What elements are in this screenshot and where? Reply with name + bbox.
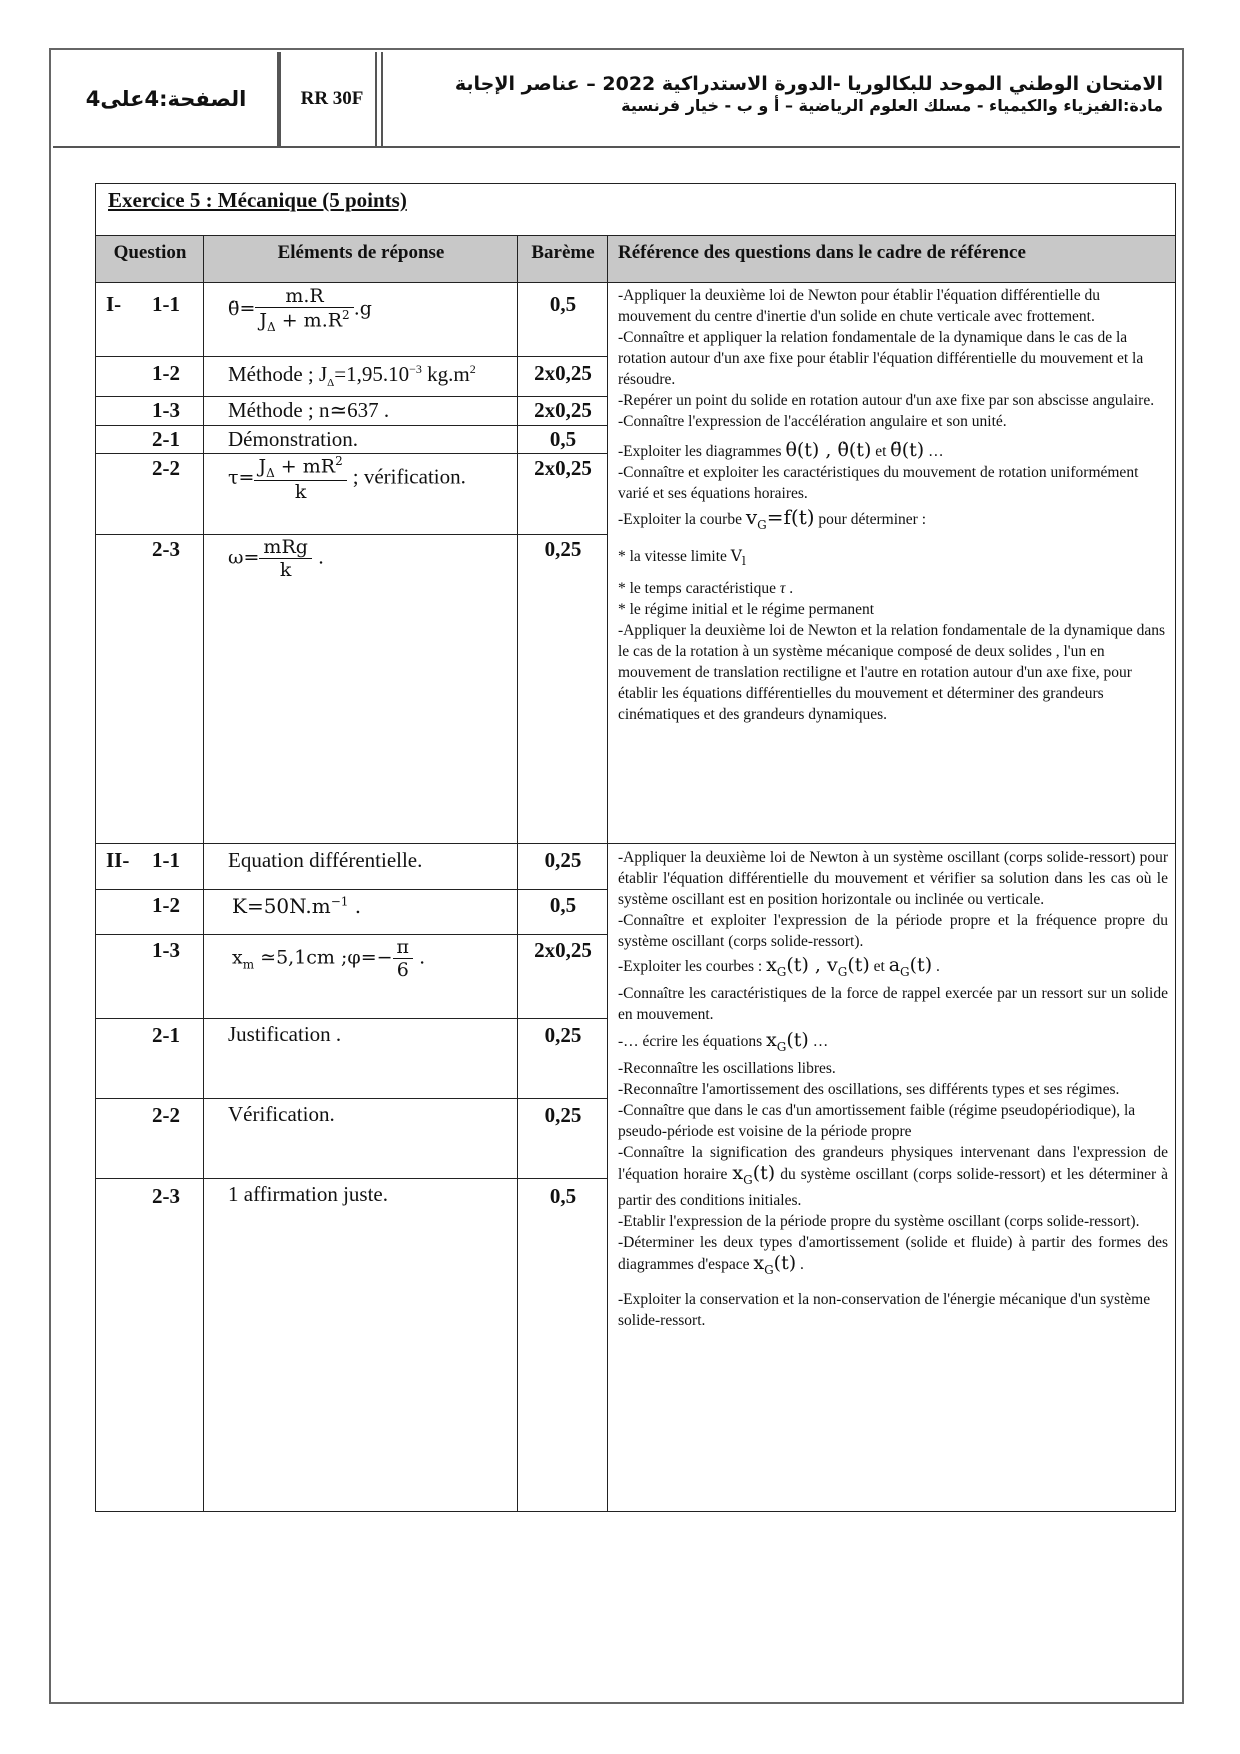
bareme: 0,25 xyxy=(544,848,582,872)
bareme: 0,25 xyxy=(544,1103,582,1127)
bareme: 0,5 xyxy=(549,427,577,451)
exam-title-line1: الامتحان الوطني الموحد للبكالوريا -الدورة الاستدراكية 2022 – عناصر الإجابة xyxy=(454,73,1163,95)
question-id: 2-1 xyxy=(152,427,180,451)
answer-verification: Vérification. xyxy=(228,1102,335,1126)
ref-text: -Exploiter les courbes : xyxy=(618,958,763,975)
col-question: Question xyxy=(113,242,187,263)
page-number: الصفحة:4على4 xyxy=(53,52,281,146)
ref-text: -Connaître la signification des grandeurs physiques intervenant dans l'expression de l'équation horaire xyxy=(618,1143,1168,1183)
ref-item: -Connaître que dans le cas d'un amortissement faible (régime pseudopériodique), la pseudo-période est voisine de la période propre xyxy=(618,1101,1136,1140)
ref-text: -Exploiter la courbe xyxy=(618,511,742,528)
bareme: 0,25 xyxy=(544,537,582,561)
ref-item: -Connaître et exploiter les caractéristiques du mouvement de rotation uniformément varié et ses équations horaires. xyxy=(618,464,1139,502)
divider xyxy=(96,534,608,535)
exercise-title: Exercice 5 : Mécanique (5 points) xyxy=(108,188,407,212)
ref-item: * la vitesse limite $V_l$ xyxy=(618,547,746,569)
ref-item: * le régime initial et le régime permanent xyxy=(618,601,875,619)
question-id: 2-3 xyxy=(152,537,180,561)
ref-text: -Déterminer les deux types d'amortissement (solide et fluide) à partir des formes des diagrammes d'espace xyxy=(618,1234,1168,1274)
answer-xm-phi: $x_m$ ≃5,1cm ;φ=− $\frac{\pi}{6}$ . xyxy=(232,936,426,981)
reference-part2 xyxy=(618,847,1168,1331)
ref-item: -Connaître et appliquer la relation fondamentale de la dynamique dans le cas de la rotation autour d'un axe fixe pour établir l'équation différentielle du mouvement et la résoudre. xyxy=(618,329,1144,388)
divider xyxy=(96,843,1175,844)
bareme: 2x0,25 xyxy=(534,361,592,385)
answer-diff-eq: Equation différentielle. xyxy=(228,848,423,872)
col-reference: Référence des questions dans le cadre de référence xyxy=(618,242,1026,263)
bareme: 0,5 xyxy=(549,893,577,917)
ref-item: -Etablir l'expression de la période propre du système oscillant (corps solide-ressort). xyxy=(618,1213,1140,1231)
question-id: 2-2 xyxy=(152,456,180,480)
ref-item: -Appliquer la deuxième loi de Newton et la relation fondamentale de la dynamique dans le cas de la rotation à un système mécanique composé de deux solides , l'un en mouvement de translation rectiligne et l'autre en rotation autour d'un axe fixe, pour établir les équations différentielles du mouvement et déterminer des grandeurs cinématiques et des grandeurs dynamiques. xyxy=(618,622,1166,724)
ref-text: -… écrire les équations xyxy=(618,1032,763,1050)
ref-item: -Repérer un point du solide en rotation autour d'un axe fixe par son abscisse angulaire. xyxy=(618,392,1155,409)
answer-justification: Justification . xyxy=(228,1022,342,1046)
divider xyxy=(96,282,1175,283)
answer-omega: ω= $\frac{\text{mRg}}{k}$ . xyxy=(228,536,325,581)
ref-item: -Exploiter les courbes : $x_G(t)$ , $v_G(t)$ et $a_G(t)$ . xyxy=(618,954,940,979)
ref-item: -Connaître et exploiter l'expression de la période propre et la fréquence propre du système oscillant (corps solide-ressort). xyxy=(618,912,1168,950)
bareme: 0,5 xyxy=(549,292,577,316)
answer-affirmation: 1 affirmation juste. xyxy=(228,1182,388,1206)
exam-code: RR 30F xyxy=(283,52,383,146)
ref-item: * le temps caractéristique τ . xyxy=(618,580,794,598)
question-id: 1-3 xyxy=(152,398,180,422)
bareme: 2x0,25 xyxy=(534,398,592,422)
divider xyxy=(96,934,608,935)
exam-title xyxy=(393,72,1163,116)
part1-label: I- xyxy=(106,292,122,316)
ref-text: * le temps caractéristique xyxy=(618,580,776,598)
part2-label: II- xyxy=(106,848,130,872)
bareme: 2x0,25 xyxy=(534,456,592,480)
bareme: 0,5 xyxy=(549,1184,577,1208)
ref-text: -Exploiter les diagrammes xyxy=(618,443,782,460)
col-bareme: Barème xyxy=(531,242,595,263)
ref-item: -Connaître la signification des grandeurs physiques intervenant dans l'expression de l'équation horaire $x_G(t)$ du système oscillant (corps solide-ressort) et les déterminer à partir des conditions initiales. xyxy=(618,1143,1169,1210)
answer-k-text: K=50N.m xyxy=(232,894,331,918)
ref-item: -Connaître les caractéristiques de la force de rappel exercée par un ressort sur un solide en mouvement. xyxy=(618,984,1168,1023)
col-elements: Eléments de réponse xyxy=(277,242,445,263)
answer-demonstration: Démonstration. xyxy=(228,427,359,451)
question-id: 2-1 xyxy=(152,1023,180,1047)
ref-item: -Exploiter la conservation et la non-conservation de l'énergie mécanique d'un système solide-ressort. xyxy=(618,1291,1151,1330)
answer-k: $K=50N.m^{-1}$ . xyxy=(232,894,362,918)
divider xyxy=(96,1178,608,1179)
ref-item: -Appliquer la deuxième loi de Newton à un système oscillant (corps solide-ressort) pour établir l'équation différentielle du mouvement et vérifier sa solution dans les cas où le système oscillant est en position horizontale ou inclinée ou verticale. xyxy=(618,849,1168,908)
divider xyxy=(96,1018,608,1019)
divider xyxy=(96,356,608,357)
answer-inertia-value: =1,95.10 xyxy=(334,362,410,386)
question-id: 2-3 xyxy=(152,1184,180,1208)
ref-item: -Déterminer les deux types d'amortissement (solide et fluide) à partir des formes des diagrammes d'espace $x_G(t)$ . xyxy=(618,1234,1168,1278)
ref-text: du système oscillant (corps solide-ressort) et les déterminer à partir des conditions initiales. xyxy=(618,1165,1169,1210)
answer-xm-letter: x xyxy=(232,946,243,969)
question-id: 1-2 xyxy=(152,893,180,917)
ref-item: -Appliquer la deuxième loi de Newton pour établir l'équation différentielle du mouvement du centre d'inertie d'un solide en chute verticale avec frottement. xyxy=(618,287,1100,325)
divider xyxy=(96,235,1175,236)
answer-tau-text: ; vérification. xyxy=(352,464,466,489)
divider xyxy=(96,1098,608,1099)
divider xyxy=(96,889,608,890)
ref-item: -Exploiter la courbe $v_G=f(t)$ pour déterminer : xyxy=(618,505,927,532)
table-header xyxy=(96,236,1175,283)
answer-inertia-prefix: Méthode ; J xyxy=(228,362,328,386)
ref-text: pour déterminer : xyxy=(818,511,927,528)
answer-theta-ddot: θ̈= $\frac{m.R}{J_\Delta + m.R^2}$ .g xyxy=(228,285,372,335)
ref-item: -Connaître l'expression de l'accélération angulaire et son unité. xyxy=(618,413,1007,430)
ref-item: -Reconnaître l'amortissement des oscillations, ses différents types et ses régimes. xyxy=(618,1080,1120,1098)
bareme: 2x0,25 xyxy=(534,938,592,962)
question-id: 1-3 xyxy=(152,938,180,962)
answer-n: Méthode ; n≃637 . xyxy=(228,398,390,422)
header xyxy=(53,52,1180,148)
question-id: 1-1 xyxy=(152,292,180,316)
exam-title-line2: مادة:الفيزياء والكيمياء - مسلك العلوم الرياضية – أ و ب - خيار فرنسية xyxy=(621,96,1163,115)
answer-table xyxy=(95,183,1176,1512)
bareme: 0,25 xyxy=(544,1023,582,1047)
divider xyxy=(96,425,608,426)
question-id: 1-1 xyxy=(152,848,180,872)
question-id: 2-2 xyxy=(152,1103,180,1127)
divider xyxy=(96,396,608,397)
answer-inertia: Méthode ; $J_\Delta=1,95.10^{-3}$ $kg.m^2$ xyxy=(228,362,476,390)
answer-tau: τ= $\frac{J_\Delta + mR^2}{k}$ ; vérification. xyxy=(228,454,466,504)
ref-item: -Reconnaître les oscillations libres. xyxy=(618,1059,836,1077)
ref-item: -… écrire les équations $x_G(t)$ … xyxy=(618,1028,829,1054)
question-id: 1-2 xyxy=(152,361,180,385)
ref-item: -Exploiter les diagrammes θ(t) , θ̇(t) et θ̈(t) … xyxy=(618,439,944,461)
ref-text: * la vitesse limite xyxy=(618,548,727,565)
reference-part1 xyxy=(618,285,1168,725)
